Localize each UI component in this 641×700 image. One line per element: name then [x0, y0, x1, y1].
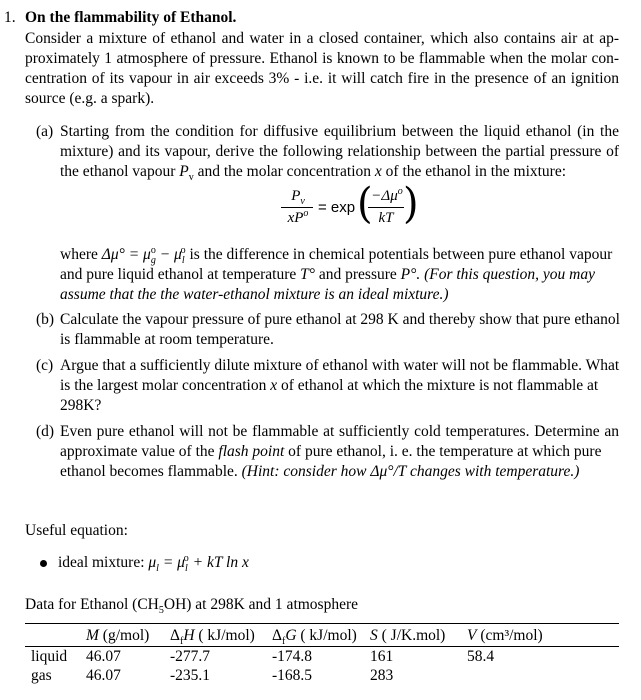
intro-line-4: source (e.g. a spark). [25, 90, 155, 107]
intro-line-2: proximately 1 atmosphere of pressure. Ethanol is known to be flammable when the molar con- [25, 50, 619, 67]
table-cell: 46.07 [86, 667, 121, 684]
table-header-v: V (cm³/mol) [467, 627, 543, 644]
eq-lhs-denominator: $xP^o$ [287, 208, 309, 226]
table-row-gas-label: gas [31, 667, 52, 684]
eq-rhs-numerator: $-\Delta\mu^o$ [371, 186, 403, 204]
eq-left-paren: ( [357, 179, 373, 229]
table-top-rule [25, 623, 619, 624]
eq-equals-exp: = exp [318, 199, 356, 216]
part-b-line-2: is flammable at room temperature. [60, 331, 274, 348]
table-cell: -277.7 [170, 648, 211, 665]
table-caption: Data for Ethanol $(CH_5OH)$ at 298K and 1 atmosphere [25, 596, 359, 617]
part-a-line-3: the ethanol vapour $P_v$ and the molar concentration x of the ethanol in the mixture: [60, 163, 567, 184]
table-row-liquid-label: liquid [31, 648, 68, 665]
part-d-line-2: approximate value of the flash point of pure ethanol, i. e. the temperature at which pure [60, 443, 602, 460]
table-header-rule [25, 646, 619, 647]
part-c-line-1: Argue that a sufficiently dilute mixture of ethanol with water will not be flammable. What [60, 357, 620, 374]
table-cell: -174.8 [272, 648, 313, 665]
problem-title: On the flammability of Ethanol. [25, 9, 237, 26]
part-d-line-1: Even pure ethanol will not be flammable at sufficiently cold temperatures. Determine an [60, 423, 619, 440]
bullet-icon [40, 560, 47, 567]
part-c-label: (c) [36, 357, 54, 374]
problem-number: 1. [4, 9, 16, 26]
part-b-label: (b) [36, 311, 55, 328]
part-c-line-3: 298K? [60, 397, 102, 414]
table-cell: -168.5 [272, 667, 313, 684]
part-a-where-line-3: assume that the the water-ethanol mixture is an ideal mixture.) [60, 286, 449, 303]
part-a-line-1: Starting from the condition for diffusive equilibrium between the liquid ethanol (in the [60, 123, 619, 140]
part-d-label: (d) [36, 423, 55, 440]
table-cell: -235.1 [170, 667, 211, 684]
part-d-line-3: ethanol becomes flammable. (Hint: consider how Δμ°/T changes with temperature.) [60, 463, 580, 480]
part-a-where-line-1: where $\Delta\mu^\circ = \mu_g^o - \mu_l^o$ is the difference in chemical potentials between pure ethanol vapour [60, 244, 613, 267]
table-cell: 161 [370, 648, 394, 665]
table-cell: 46.07 [86, 648, 121, 665]
table-cell: 283 [370, 667, 394, 684]
eq-rhs-fraction-bar [368, 207, 404, 208]
eq-rhs-denominator: kT [378, 210, 394, 226]
part-c-line-2: is the largest molar concentration x of ethanol at which the mixture is not flammable at [60, 377, 599, 394]
intro-line-1: Consider a mixture of ethanol and water in a closed container, which also contains air at ap- [25, 30, 619, 47]
part-a-where-line-2: and pure liquid ethanol at temperature T° and pressure P°. (For this question, you may [60, 266, 595, 283]
intro-line-3: centration of its vapour in air exceeds 3% - i.e. it will catch fire in the presence of an ignition [25, 70, 619, 87]
table-header-dh: $\Delta_fH$ ( kJ/mol) [170, 627, 255, 648]
part-a-label: (a) [36, 123, 54, 140]
part-b-line-1: Calculate the vapour pressure of pure ethanol at 298 K and thereby show that pure ethanol [60, 311, 620, 328]
eq-right-paren: ) [403, 179, 419, 229]
table-header-s: S ( J/K.mol) [370, 627, 446, 644]
table-cell: 58.4 [467, 648, 495, 665]
table-header-dg: $\Delta_fG$ ( kJ/mol) [272, 627, 357, 648]
eq-lhs-numerator: $P_v$ [291, 188, 305, 207]
part-a-line-2: mixture) and its vapour, derive the following relationship between the partial pressure of [60, 143, 619, 160]
useful-heading: Useful equation: [25, 522, 128, 539]
useful-bullet-text: ideal mixture: $\mu_l = \mu_l^o$ + kT ln x [58, 552, 249, 575]
table-header-m: M (g/mol) [86, 627, 150, 644]
